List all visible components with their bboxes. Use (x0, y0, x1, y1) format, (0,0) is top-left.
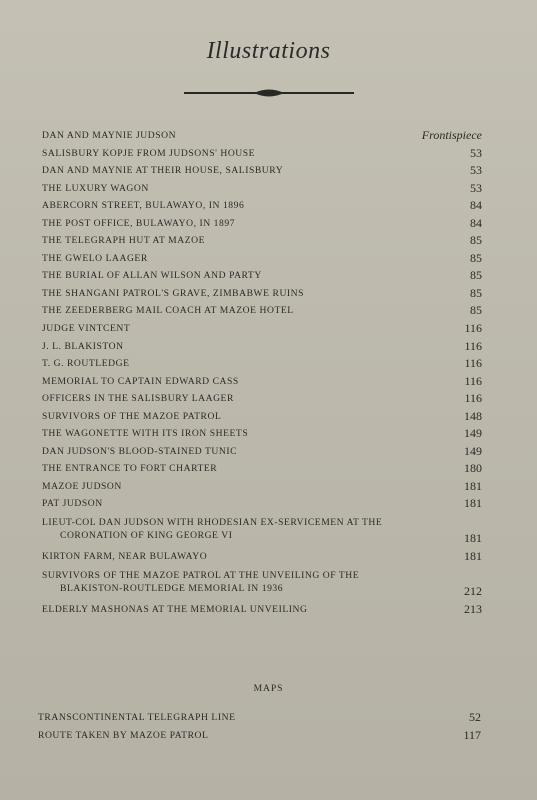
entry-page-number: 180 (464, 461, 482, 476)
entry-label-line: DAN JUDSON'S BLOOD-STAINED TUNIC (42, 445, 238, 457)
list-item (42, 355, 482, 373)
entry-label-line: JUDGE VINTCENT (42, 323, 131, 335)
list-item (42, 285, 482, 303)
entry-label-line: THE BURIAL OF ALLAN WILSON AND PARTY (42, 270, 262, 282)
entry-label (42, 569, 359, 595)
entry-page-number: 85 (470, 285, 482, 300)
entry-label-line: DAN AND MAYNIE JUDSON (42, 130, 177, 141)
entry-label (42, 338, 124, 356)
entry-page-number: 148 (464, 408, 482, 423)
list-item (42, 250, 482, 268)
entry-label-line: TRANSCONTINENTAL TELEGRAPH LINE (38, 712, 236, 723)
entry-label (42, 495, 103, 513)
entry-page-number: 116 (464, 338, 482, 353)
entry-page-number: 84 (470, 215, 482, 230)
entry-label-line: THE GWELO LAAGER (42, 252, 148, 264)
entry-page-number: 116 (464, 356, 482, 371)
entry-label-line: KIRTON FARM, NEAR BULAWAYO (42, 551, 208, 563)
entry-label (42, 548, 207, 566)
entry-label (42, 390, 234, 408)
entry-page-number: 116 (464, 391, 482, 406)
entry-label (38, 727, 208, 745)
entry-label-line: DAN AND MAYNIE AT THEIR HOUSE, SALISBURY (42, 165, 284, 177)
entry-label (42, 425, 248, 443)
entry-label-line: PAT JUDSON (42, 498, 103, 510)
entry-page-number: 52 (469, 710, 481, 724)
entry-label-line: THE SHANGANI PATROL'S GRAVE, ZIMBABWE RUINS (42, 287, 305, 299)
list-item (42, 495, 482, 513)
entry-label (42, 601, 307, 619)
list-item (42, 320, 482, 338)
list-item (42, 267, 482, 285)
list-item (42, 232, 482, 250)
list-item (42, 408, 482, 426)
entry-page-number: 85 (470, 303, 482, 318)
list-item (42, 162, 482, 180)
entry-label-line: ABERCORN STREET, BULAWAYO, IN 1896 (42, 200, 245, 212)
entry-page-number: 212 (464, 583, 482, 598)
entry-label (42, 215, 235, 233)
entry-label (42, 355, 129, 373)
list-item (42, 478, 482, 496)
entry-page-number: 53 (470, 163, 482, 178)
entry-page-number: 85 (470, 250, 482, 265)
ornament-rule-icon (184, 86, 354, 100)
list-item (42, 566, 482, 601)
entry-page-number: 149 (464, 443, 482, 458)
entry-page-number: 84 (470, 198, 482, 213)
entry-label-line: THE LUXURY WAGON (42, 182, 149, 194)
entry-label (42, 180, 149, 198)
maps-heading: MAPS (253, 683, 284, 694)
entry-page-number: 181 (464, 496, 482, 511)
entry-label (42, 162, 283, 180)
list-item (42, 513, 482, 548)
entry-label (42, 232, 205, 250)
entry-label (42, 373, 239, 391)
entry-page-number: 116 (464, 321, 482, 336)
entry-label-line: LIEUT-COL DAN JUDSON WITH RHODESIAN EX-SERVICEMEN AT THE (42, 517, 383, 529)
entry-page-number: Frontispiece (421, 128, 482, 142)
list-item (42, 548, 482, 566)
entry-page-number: 116 (464, 373, 482, 388)
entry-label-line: THE WAGONETTE WITH ITS IRON SHEETS (42, 428, 249, 440)
entry-label (42, 443, 237, 461)
list-item (42, 443, 482, 461)
entry-label (42, 267, 262, 285)
entry-page-number: 213 (464, 601, 482, 616)
entry-label-line: SURVIVORS OF THE MAZOE PATROL (42, 410, 222, 422)
entry-label (42, 302, 294, 320)
list-item (42, 601, 482, 619)
list-item (42, 197, 482, 215)
entry-label (42, 320, 130, 338)
entry-label (38, 709, 235, 727)
entry-label-line: T. G. ROUTLEDGE (42, 358, 130, 370)
list-item (42, 390, 482, 408)
page-title: Illustrations (206, 38, 331, 64)
entry-page-number: 181 (464, 531, 482, 546)
entry-label-line: OFFICERS IN THE SALISBURY LAAGER (42, 393, 234, 405)
list-item (38, 727, 481, 745)
list-item (42, 460, 482, 478)
entry-page-number: 53 (470, 145, 482, 160)
entry-label (42, 460, 217, 478)
entry-page-number: 181 (464, 478, 482, 493)
entry-label (42, 408, 221, 426)
entry-page-number: 181 (464, 549, 482, 564)
entry-label (42, 478, 122, 496)
entry-label-line: THE ZEEDERBERG MAIL COACH AT MAZOE HOTEL (42, 305, 294, 317)
list-item (42, 302, 482, 320)
list-item (42, 425, 482, 443)
entry-page-number: 117 (463, 727, 481, 742)
list-item (42, 145, 482, 163)
entry-page-number: 53 (470, 180, 482, 195)
entry-label-line: SURVIVORS OF THE MAZOE PATROL AT THE UNVEILING OF THE (42, 569, 360, 581)
maps-list (38, 709, 481, 744)
entry-label (42, 127, 176, 145)
entry-label-line: ROUTE TAKEN BY MAZOE PATROL (38, 729, 209, 741)
list-item (42, 127, 482, 145)
list-item (42, 338, 482, 356)
list-item (42, 373, 482, 391)
entry-page-number: 85 (470, 268, 482, 283)
entry-label (42, 145, 255, 163)
entry-label (42, 285, 304, 303)
entry-label-line: THE ENTRANCE TO FORT CHARTER (42, 463, 218, 475)
entry-label-line: MEMORIAL TO CAPTAIN EDWARD CASS (42, 375, 239, 387)
entry-label (42, 250, 148, 268)
illustrations-list (42, 127, 482, 618)
entry-label-line: MAZOE JUDSON (42, 480, 122, 492)
entry-label-line: BLAKISTON-ROUTLEDGE MEMORIAL IN 1936 (60, 582, 284, 594)
entry-label (42, 197, 244, 215)
entry-label-line: J. L. BLAKISTON (42, 340, 124, 352)
entry-label-line: THE TELEGRAPH HUT AT MAZOE (42, 235, 206, 247)
entry-page-number: 149 (464, 426, 482, 441)
list-item (42, 180, 482, 198)
list-item (42, 215, 482, 233)
entry-label-line: THE POST OFFICE, BULAWAYO, IN 1897 (42, 217, 236, 229)
list-item (38, 709, 481, 727)
entry-label-line: CORONATION OF KING GEORGE VI (60, 530, 233, 542)
entry-label-line: ELDERLY MASHONAS AT THE MEMORIAL UNVEILING (42, 603, 308, 615)
entry-label (42, 516, 382, 542)
entry-label-line: SALISBURY KOPJE FROM JUDSONS' HOUSE (42, 147, 256, 159)
entry-page-number: 85 (470, 233, 482, 248)
